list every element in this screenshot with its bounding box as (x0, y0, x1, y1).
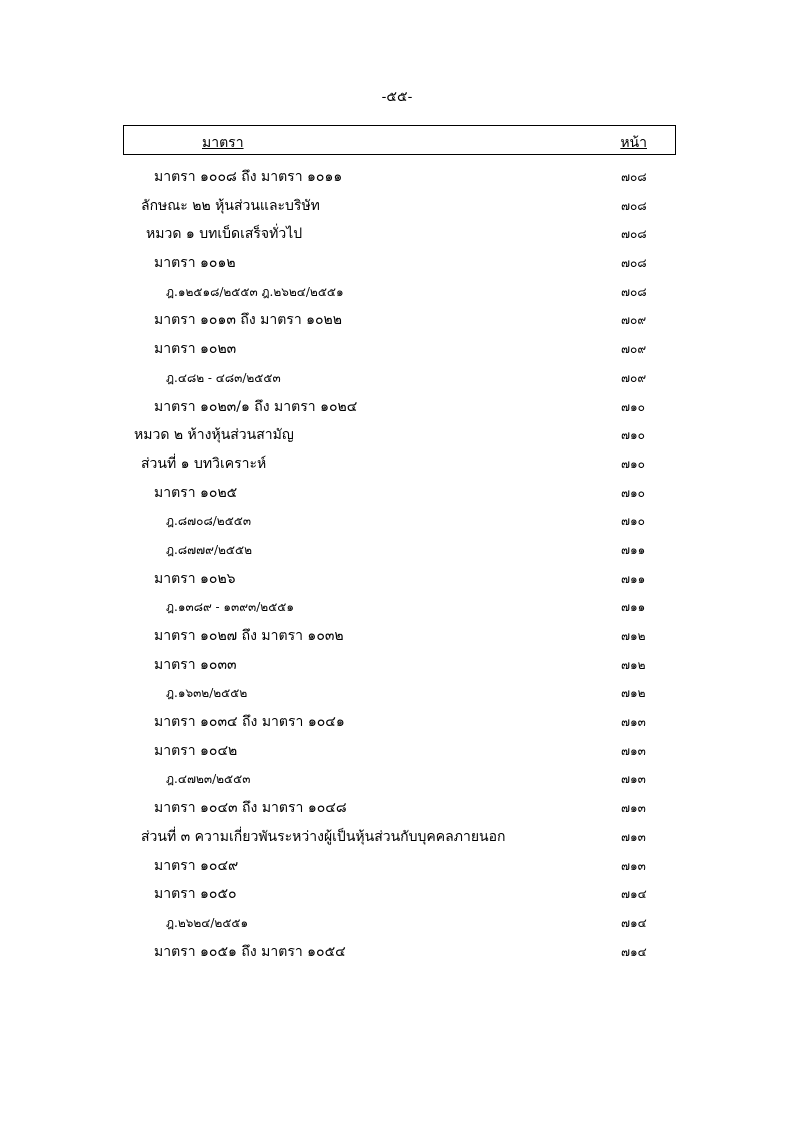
toc-entry-page: ๗๑๐ (621, 514, 645, 529)
toc-entry-page: ๗๐๘ (621, 170, 647, 184)
toc-entry-label: ฎ.๔๘๒ - ๔๘๓/๒๕๕๓ (166, 370, 281, 385)
page-number: -๕๕- (381, 89, 413, 105)
toc-entry-page: ๗๑๓ (621, 829, 646, 844)
toc-entry-page: ๗๑๐ (621, 428, 645, 443)
toc-entry-page: ๗๑๓ (621, 743, 646, 758)
toc-entry-label: มาตรา ๑๐๓๔ ถึง มาตรา ๑๐๔๑ (154, 714, 345, 731)
toc-entry-page: ๗๐๘ (621, 198, 647, 213)
toc-entry (0, 363, 794, 392)
toc-entry-label: หมวด ๑ บทเบ็ดเสร็จทั่วไป (146, 226, 303, 243)
toc-entry (0, 478, 794, 507)
toc-entry (0, 621, 794, 650)
toc-entry-page: ๗๑๔ (621, 887, 647, 902)
toc-entry-page: ๗๑๐ (621, 485, 645, 500)
toc-entry (0, 736, 794, 765)
toc-entry-page: ๗๐๘ (621, 256, 647, 271)
toc-header (123, 125, 676, 155)
toc-entry-label: มาตรา ๑๐๑๒ (154, 255, 236, 272)
toc-entry-label: มาตรา ๑๐๐๘ ถึง มาตรา ๑๐๑๑ (154, 169, 343, 185)
toc-entry-label: ส่วนที่ ๓ ความเกี่ยวพันระหว่างผู้เป็นหุ้นส่วนกับบุคคลภายนอก (141, 828, 506, 845)
toc-entry-page: ๗๑๑ (621, 542, 646, 557)
toc-entry (0, 764, 794, 793)
toc-entry-label: มาตรา ๑๐๕๐ (154, 886, 237, 903)
toc-entry-label: ฎ.๔๗๒๓/๒๕๕๓ (166, 772, 251, 787)
toc-entry-label: มาตรา ๑๐๒๕ (154, 484, 238, 501)
toc-entry-page: ๗๑๐ (621, 456, 645, 471)
toc-entry (0, 937, 794, 966)
toc-entry-label: มาตรา ๑๐๑๓ ถึง มาตรา ๑๐๒๒ (154, 312, 343, 329)
toc-entry-label: มาตรา ๑๐๒๖ (154, 570, 236, 587)
toc-entry-label: ฎ.๑๒๕๑๘/๒๕๕๓ ฎ.๒๖๒๔/๒๕๕๑ (166, 284, 344, 299)
toc-entry-page: ๗๑๒ (621, 657, 646, 672)
toc-entry-label: ฎ.๑๓๘๙ - ๑๓๙๓/๒๕๕๑ (166, 600, 294, 615)
toc-entry-page: ๗๑๓ (621, 858, 646, 873)
toc-entry-label: มาตรา ๑๐๓๓ (154, 656, 237, 673)
toc-entry-label: มาตรา ๑๐๔๓ ถึง มาตรา ๑๐๔๘ (154, 800, 347, 817)
toc-entry (0, 248, 794, 277)
toc-entry-page: ๗๑๓ (621, 772, 646, 787)
toc-entry (0, 162, 794, 191)
toc-entry-label: หมวด ๒ ห้างหุ้นส่วนสามัญ (134, 427, 294, 444)
toc-entry-page: ๗๐๙ (621, 342, 647, 357)
toc-entry (0, 678, 794, 707)
toc-entry-label: ฎ.๘๗๐๘/๒๕๕๓ (166, 514, 252, 529)
toc-entry-page: ๗๐๘ (621, 227, 647, 242)
toc-entry-page: ๗๑๑ (621, 600, 646, 615)
toc-entry-label: มาตรา ๑๐๒๓/๑ ถึง มาตรา ๑๐๒๔ (154, 398, 358, 415)
toc-entry-label: ส่วนที่ ๑ บทวิเคราะห์ (141, 455, 267, 472)
toc-entry (0, 420, 794, 449)
toc-entry-page: ๗๑๔ (621, 915, 647, 930)
toc-entry-page: ๗๑๓ (621, 801, 646, 816)
toc-entry (0, 219, 794, 248)
toc-entry (0, 793, 794, 822)
toc-entry-page: ๗๐๙ (621, 313, 647, 328)
toc-list (0, 162, 794, 965)
toc-entry-page: ๗๑๒ (621, 686, 646, 701)
page-column-header: หน้า (620, 135, 647, 151)
toc-entry-page: ๗๑๒ (621, 629, 646, 643)
toc-entry (0, 535, 794, 564)
toc-entry (0, 449, 794, 478)
toc-entry (0, 506, 794, 535)
toc-entry (0, 650, 794, 679)
toc-entry-label: ฎ.๘๗๗๙/๒๕๕๒ (166, 542, 252, 557)
toc-entry-page: ๗๑๔ (621, 944, 647, 959)
toc-entry (0, 707, 794, 736)
toc-entry (0, 851, 794, 880)
toc-entry-page: ๗๑๓ (621, 715, 646, 730)
toc-entry-page: ๗๐๙ (621, 370, 647, 385)
toc-entry (0, 392, 794, 421)
toc-entry-page: ๗๑๑ (621, 571, 646, 586)
toc-entry (0, 564, 794, 593)
toc-entry (0, 592, 794, 621)
toc-entry-page: ๗๐๘ (621, 284, 647, 299)
toc-entry (0, 305, 794, 334)
toc-entry-page: ๗๑๐ (621, 399, 645, 414)
toc-entry-label: มาตรา ๑๐๔๒ (154, 742, 238, 759)
toc-entry-label: ฎ.๑๖๓๒/๒๕๕๒ (166, 686, 248, 701)
toc-entry (0, 277, 794, 306)
toc-entry-label: มาตรา ๑๐๒๓ (154, 341, 237, 358)
toc-entry-label: มาตรา ๑๐๒๗ ถึง มาตรา ๑๐๓๒ (154, 628, 344, 644)
toc-entry-label: ลักษณะ ๒๒ หุ้นส่วนและบริษัท (141, 197, 320, 214)
toc-entry (0, 191, 794, 220)
toc-entry-label: มาตรา ๑๐๔๙ (154, 857, 239, 874)
toc-entry (0, 334, 794, 363)
toc-entry-label: ฎ.๒๖๒๔/๒๕๕๑ (166, 915, 249, 930)
toc-entry-label: มาตรา ๑๐๕๑ ถึง มาตรา ๑๐๕๔ (154, 943, 346, 960)
section-column-header: มาตรา (202, 135, 244, 151)
toc-entry (0, 822, 794, 851)
toc-entry (0, 879, 794, 908)
toc-entry (0, 908, 794, 937)
